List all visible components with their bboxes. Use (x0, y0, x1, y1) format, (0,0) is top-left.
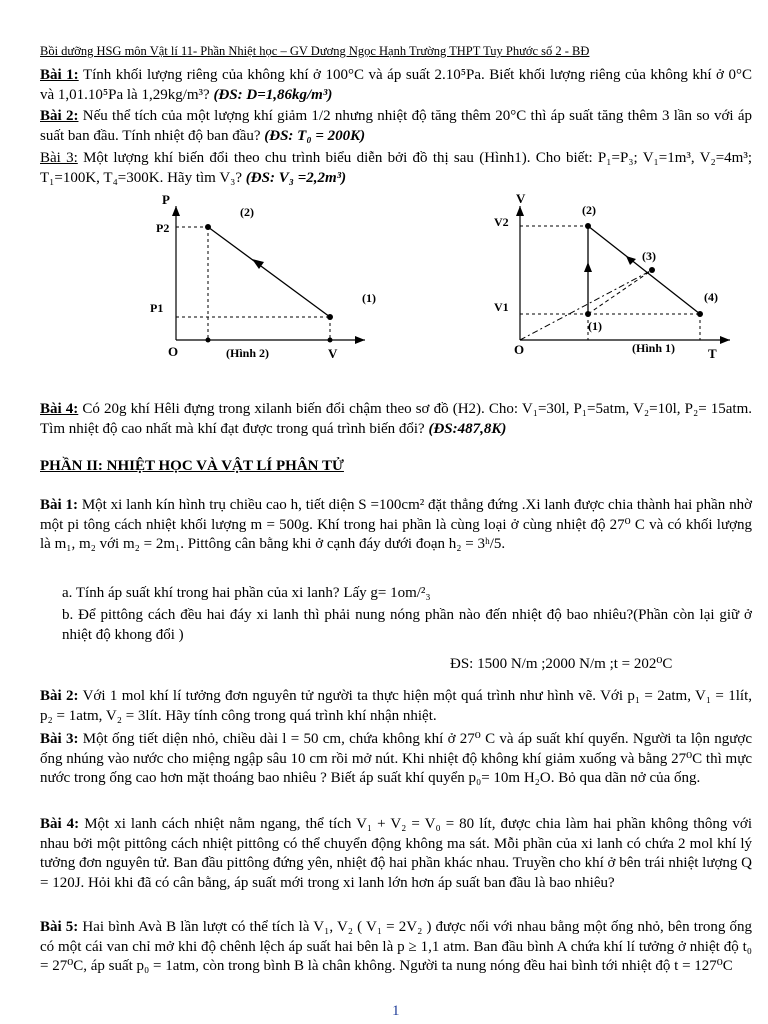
point-2-label: (2) (582, 203, 596, 217)
page-number: 1 (392, 1003, 400, 1019)
point-1-label: (1) (588, 319, 602, 333)
p1-label: P1 (150, 301, 164, 315)
v1-label: V1 (494, 300, 509, 314)
figure-caption: (Hình 2) (226, 346, 270, 360)
part2-problem-5 (40, 918, 752, 977)
isobar-line (520, 270, 652, 340)
problem-label: Bài 3: (40, 150, 78, 166)
x-axis-arrow (720, 336, 730, 344)
v2-tick (206, 338, 211, 343)
point-2-label: (2) (240, 205, 254, 219)
problem-label: Bài 4: (40, 816, 80, 832)
problem-text: Tính khối lượng riêng của không khí ở 100°C và áp suất 2.10⁵Pa. Biết khối lượng riêng của không khí ở 0°C và 1,01.10⁵Pa là 1,29kg/m³? (40, 67, 753, 103)
page-header: Bồi dưỡng HSG môn Vật lí 11- Phần Nhiệt học – GV Dương Ngọc Hạnh Trường THPT Tuy Phước số 2 - BĐ (40, 44, 590, 58)
problem-text: Nếu thể tích của một lượng khí giảm 1/2 nhưng nhiệt độ tăng thêm 20°C thì áp suất tăng thêm 3 lần so với áp suất ban đầu. Tính nhiệt độ ban đầu? (40, 108, 753, 144)
problem-label: Bài 2: (40, 108, 79, 124)
origin-label: O (168, 344, 179, 359)
part2-problem-4 (40, 815, 752, 893)
problem-4 (40, 400, 752, 439)
problem-label: Bài 1: (40, 67, 79, 83)
sub-question-b: b. Để pittông cách đều hai đáy xi lanh thì phải nung nóng phần nào đến nhiệt độ bao nhiêu?(Phần còn lại giữ ở nhiệt độ khong đổi ) (62, 607, 752, 643)
state-1-point (327, 314, 333, 320)
section-title: PHẦN II: NHIỆT HỌC VÀ VẬT LÍ PHÂN TỬ (40, 458, 344, 474)
problem-1 (40, 66, 752, 105)
y-axis-label: V (516, 191, 526, 206)
problem-text: Với 1 mol khí lí tưởng đơn nguyên tử người ta thực hiện một quá trình như hình vẽ. Với p₁ = 2atm, V₁ = 1lít, p₂ = 1atm, V₂ = 3lít. Hãy tính công trong quá trình khí nhận nhiệt. (40, 688, 752, 724)
problem-label: Bài 4: (40, 401, 79, 417)
problem-text: Một xi lanh kín hình trụ chiều cao h, tiết diện S =100cm² đặt thẳng đứng .Xi lanh được chia thành hai phần nhờ một pi tông cách nhiệt khối lượng m = 500g. Khí trong hai phần là cùng loại ở cùng nhiệt độ 27⁰ C và có khối lượng là m₁, m₂ với m₂ = 2m₁. Pittông cân bằng khi ở cạnh đáy dưới đoạn h₂ = 3ʰ/5. (40, 497, 753, 552)
problem-label: Bài 1: (40, 497, 78, 513)
point-1-label: (1) (362, 291, 376, 305)
point-3-label: (3) (642, 249, 656, 263)
problem-text: Một ống tiết diện nhỏ, chiều dài l = 50 cm, chứa không khí ở 27⁰ C và áp suất khí quyển. Người ta lộn ngược ống nhúng vào nước cho miệng ngập sâu 10 cm rồi mở nút. Khi nhiệt độ không khí giảm xuống và bằng 27⁰C thì mực nước trong ống cao hơn mặt thoáng bao nhiêu ? Biết áp suất khí quyển p₀= 10m H₂O. Bỏ qua dãn nở của ống. (40, 731, 752, 786)
problem-label: Bài 2: (40, 688, 79, 704)
y-axis-arrow (172, 206, 180, 216)
state-2-point (585, 223, 591, 229)
process-2-4 (588, 226, 700, 314)
x-axis-label: V (328, 346, 338, 361)
problem-answer: (ĐS:487,8K) (428, 420, 507, 437)
problem-2 (40, 107, 752, 146)
origin-label: O (514, 342, 525, 357)
arrow-down-right (626, 256, 636, 265)
state-4-point (697, 311, 703, 317)
part2-problem-3 (40, 730, 752, 789)
problem-3 (40, 149, 752, 188)
x-axis-arrow (355, 336, 365, 344)
process-1-3 (588, 270, 652, 314)
problem-answer: (ĐS: T₀ = 200K) (264, 127, 366, 144)
figure-caption: (Hình 1) (632, 341, 676, 355)
problem-text: Hai bình Avà B lần lượt có thể tích là V₁, V₂ ( V₁ = 2V₂ ) được nối với nhau bằng một ống nhỏ, bên trong ống có một cái van chỉ mở khi độ chênh lệch áp suất hai bên là p ≥ 1,1 atm. Ban đầu bình A chứa khí lí tưởng ở nhiệt độ t₀ = 27⁰C, áp suất p₀ = 1atm, còn trong bình B là chân không. Người ta nung nóng đều hai bình tới nhiệt độ t = 127⁰C (40, 919, 752, 974)
point-4-label: (4) (704, 290, 718, 304)
figure-1-vt-diagram (480, 190, 750, 370)
arrow-up (584, 262, 592, 272)
v2-label: V2 (494, 215, 509, 229)
part2-problem-2 (40, 687, 752, 726)
state-3-point (649, 267, 655, 273)
problem-text: Một xi lanh cách nhiệt nằm ngang, thể tích V₁ + V₂ = V₀ = 80 lít, được chia làm hai phần không thông với nhau bởi một pittông cách nhiệt pittông có thể chuyển động không ma sát. Mỗi phần của xi lanh có chứa 2 mol khí lý tưởng đơn nguyên tử. Ban đầu pittông đứng yên, nhiệt độ hai phần khác nhau. Truyền cho khí ở bên trái nhiệt lượng Q = 120J. Hỏi khi đã có cân bằng, áp suất mới trong xi lanh lớn hơn áp suất ban đầu là bao nhiêu? (40, 816, 752, 891)
y-axis-label: P (162, 192, 170, 207)
problem-answer: (ĐS: V₃ =2,2m³) (245, 169, 347, 186)
state-2-point (205, 224, 211, 230)
y-axis-arrow (516, 206, 524, 216)
problem-label: Bài 5: (40, 919, 79, 935)
problem-label: Bài 3: (40, 731, 79, 747)
problem-1-answer: ĐS: 1500 N/m ;2000 N/m ;t = 202⁰C (450, 656, 673, 672)
part2-problem-1 (40, 496, 752, 555)
sub-question-a: a. Tính áp suất khí trong hai phần của xi lanh? Lấy g= 1om/²₃ (62, 585, 431, 601)
v1-tick (328, 338, 333, 343)
problem-text: Một lượng khí biến đổi theo chu trình biểu diễn bởi đồ thị sau (Hình1). Cho biết: P₁=P₃; V₁=1m³, V₂=4m³; T₁=100K, T₄=300K. Hãy tìm V₃? (40, 150, 753, 186)
problem-text: Có 20g khí Hêli đựng trong xilanh biến đổi chậm theo sơ đồ (H2). Cho: V₁=30l, P₁=5atm, V₂=10l, P₂= 15atm. Tìm nhiệt độ cao nhất mà khí đạt được trong quá trình biến đổi? (40, 401, 753, 437)
state-1-point (585, 311, 591, 317)
process-line (208, 227, 330, 317)
problem-answer: (ĐS: D=1,86kg/m³) (213, 86, 333, 103)
x-axis-label: T (708, 346, 717, 361)
p2-label: P2 (156, 221, 170, 235)
figure-2-pv-diagram (140, 190, 380, 370)
